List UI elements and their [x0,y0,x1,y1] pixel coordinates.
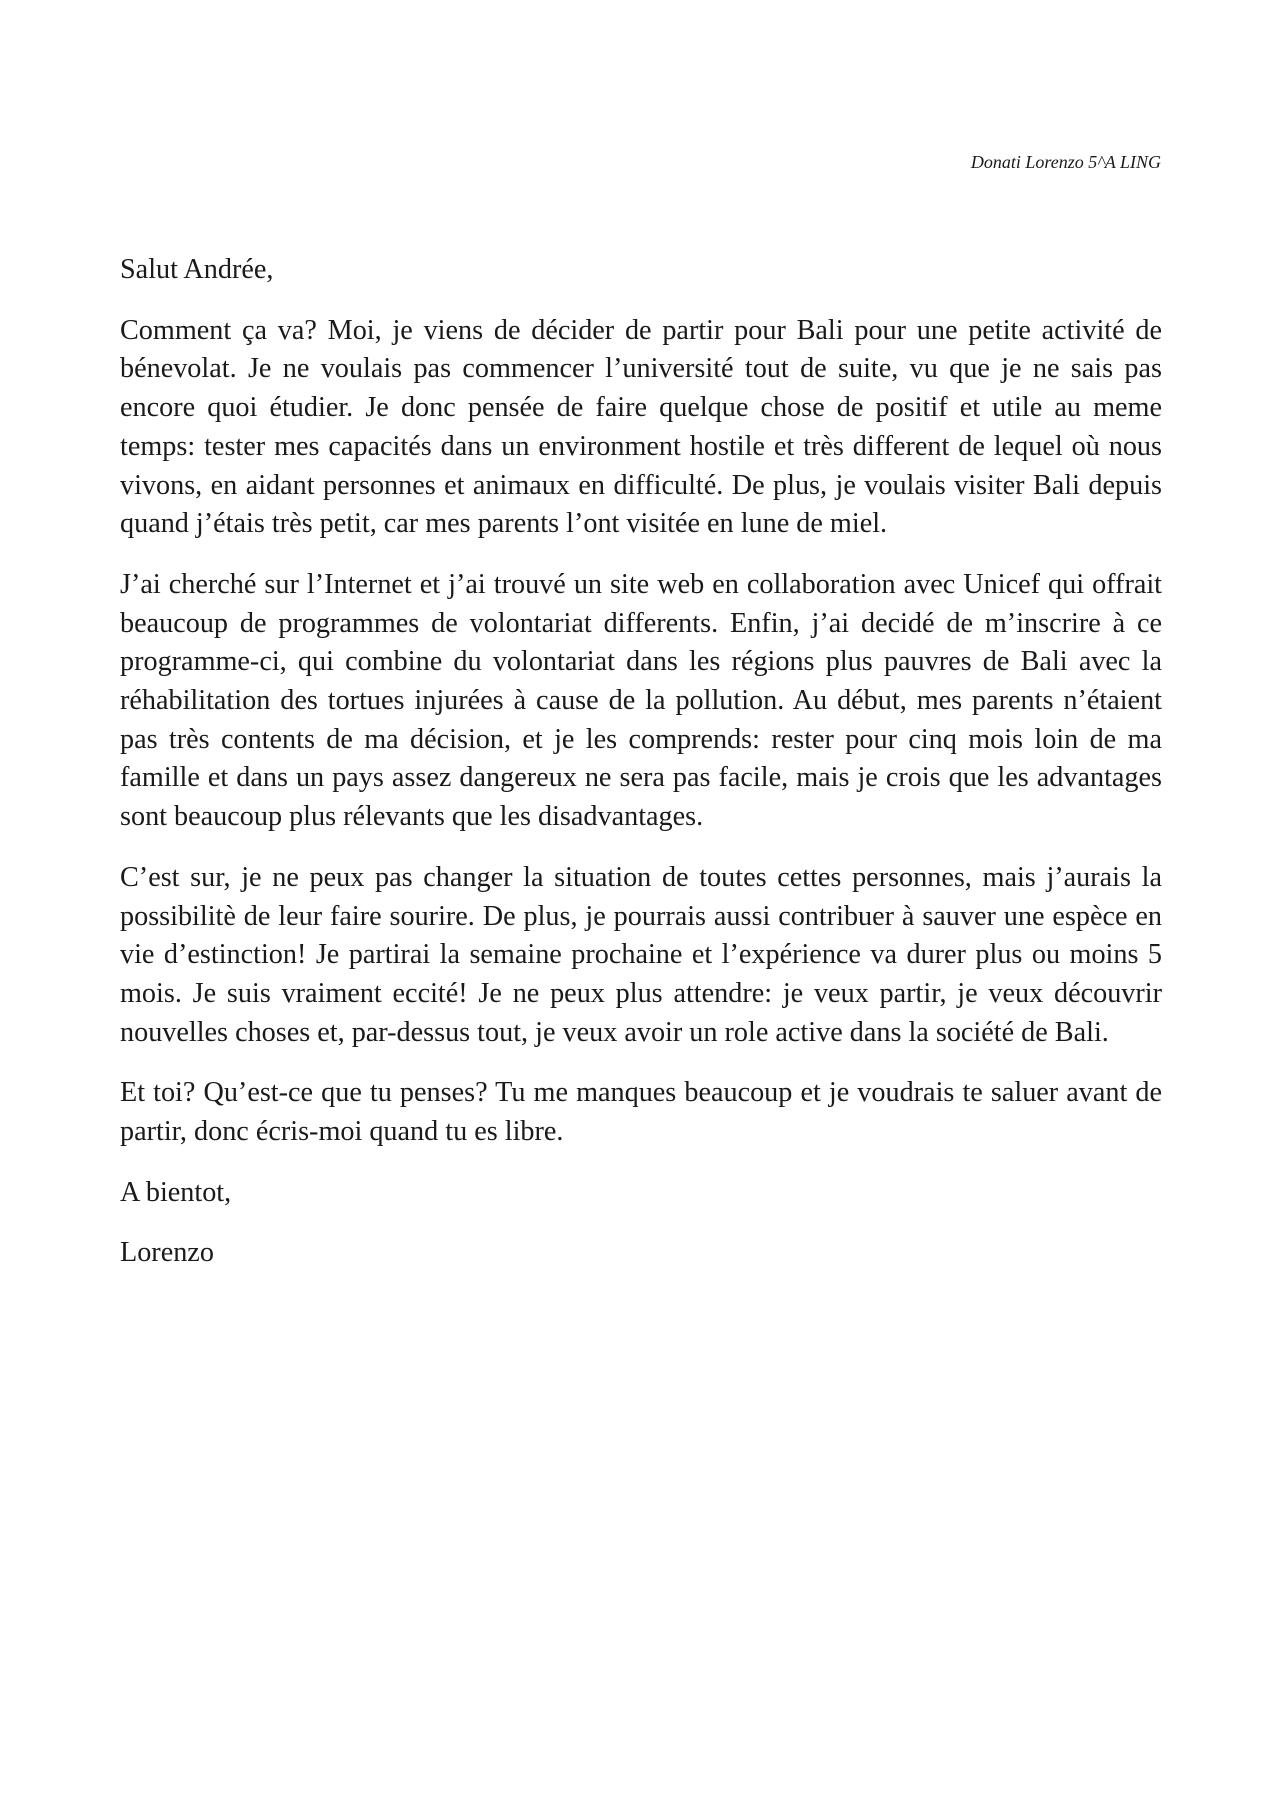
signature: Lorenzo [120,1237,214,1269]
author-line: Donati Lorenzo 5^A LING [970,152,1161,172]
paragraph-4: Et toi? Qu’est-ce que tu penses? Tu me manques beaucoup et je voudrais te saluer avant de partir, donc écris-moi quand tu es libre. [120,1077,1162,1148]
letter-body [120,251,1162,1295]
closing: A bientot, [120,1176,232,1208]
paragraph-1: Comment ça va? Moi, je viens de décider de partir pour Bali pour une petite activité de bénevolat. Je ne voulais pas commencer l’université tout de suite, vu que je ne sais pas encore quoi étudier. Je donc pensée de faire quelque chose de positif et utile au meme temps: tester mes capacités dans un environment hostile et très different de lequel où nous vivons, en aidant personnes et animaux en difficulté. De plus, je voulais visiter Bali depuis quand j’étais très petit, car mes parents l’ont visitée en lune de miel. [120,314,1162,540]
greeting: Salut Andrée, [120,254,274,285]
paragraph-3: C’est sur, je ne peux pas changer la situation de toutes cettes personnes, mais j’aurais la possibilitè de leur faire sourire. De plus, je pourrais aussi contribuer à sauver une espèce en vie d’estinction! Je partirai la semaine prochaine et l’expérience va durer plus ou moins 5 mois. Je suis vraiment eccité! Je ne peux plus attendre: je veux partir, je veux découvrir nouvelles choses et, par-dessus tout, je veux avoir un role active dans la société de Bali. [120,861,1162,1048]
paragraph-2: J’ai cherché sur l’Internet et j’ai trouvé un site web en collaboration avec Unicef qui offrait beaucoup de programmes de volontariat differents. Enfin, j’ai decidé de m’inscrire à ce programme-ci, qui combine du volontariat dans les régions plus pauvres de Bali avec la réhabilitation des tortues injurées à cause de la pollution. Au début, mes parents n’étaient pas très contents de ma décision, et je les comprends: rester pour cinq mois loin de ma famille et dans un pays assez dangereux ne sera pas facile, mais je crois que les advantages sont beaucoup plus rélevants que les disadvantages. [120,568,1162,833]
